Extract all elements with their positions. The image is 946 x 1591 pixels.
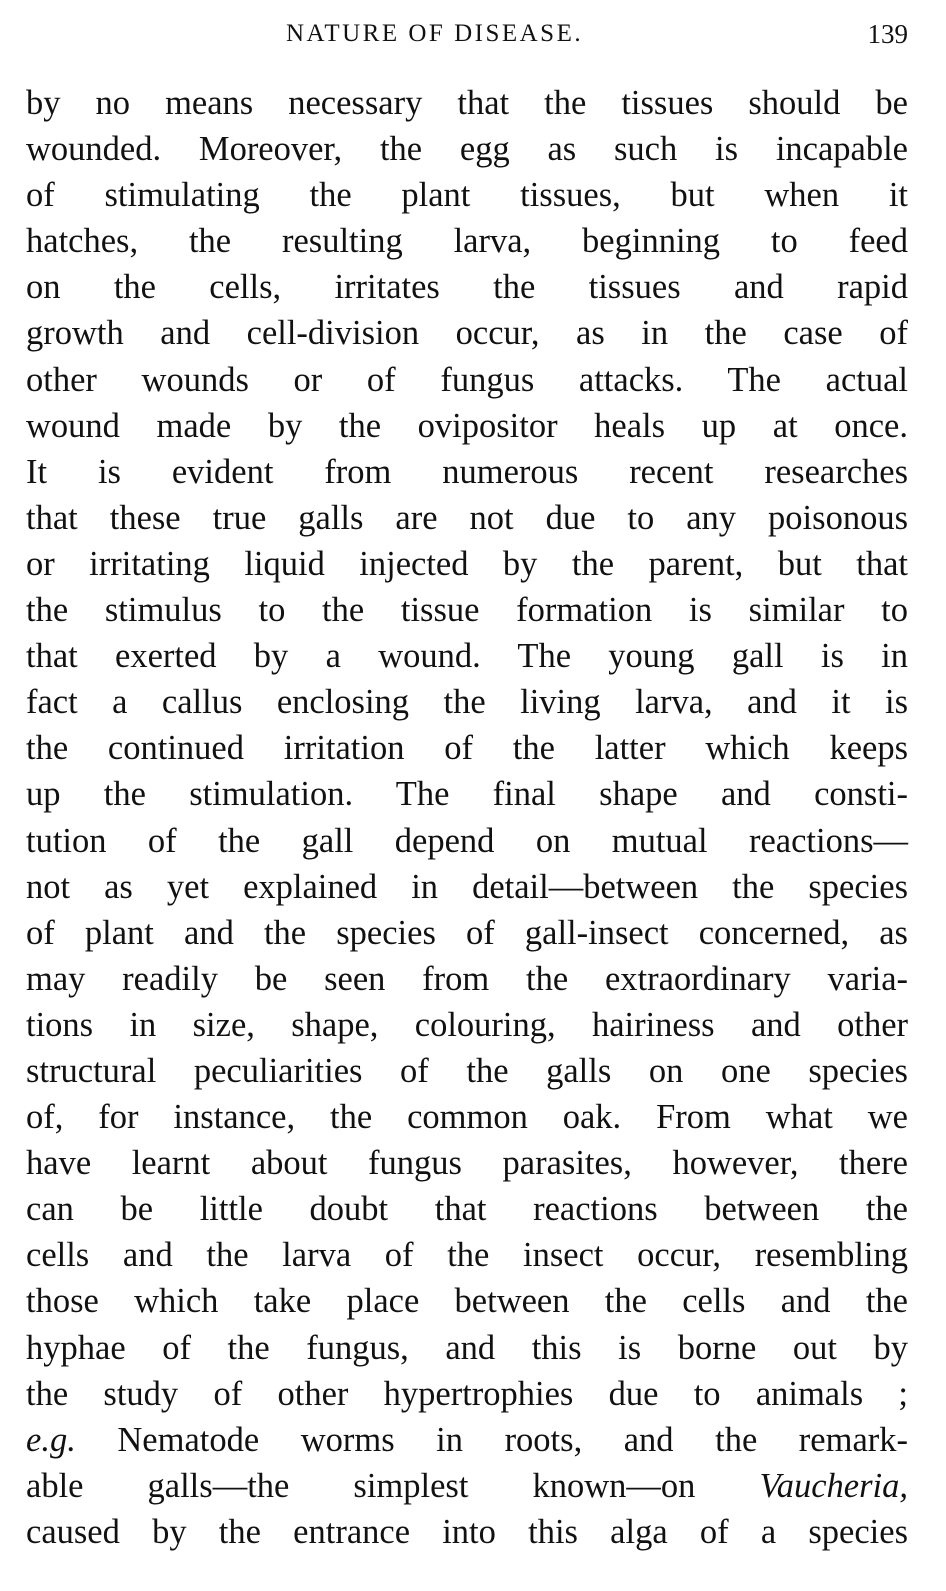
text-line: or irritating liquid injected by the parent, but that [26, 544, 908, 583]
text-line: wound made by the ovipositor heals up at once. [26, 406, 908, 445]
text-line: wounded. Moreover, the egg as such is incapable [26, 130, 908, 169]
text-line: by no means necessary that the tissues should be [26, 84, 908, 122]
text-line: It is evident from numerous recent researches [26, 452, 908, 491]
text-line-lead: able galls—the simplest known—on [26, 1466, 760, 1505]
page-number: 139 [867, 19, 908, 49]
running-head [0, 14, 946, 54]
text-line: those which take place between the cells and the [26, 1282, 908, 1321]
text-line: hatches, the resulting larva, beginning to feed [26, 222, 908, 261]
text-line: structural peculiarities of the galls on one species [26, 1051, 908, 1090]
text-line: tution of the gall depend on mutual reactions— [26, 821, 908, 860]
text-line: of plant and the species of gall-insect concerned, as [26, 913, 908, 952]
vaucheria-genus-name: Vaucheria, [759, 1466, 908, 1505]
text-line: of, for instance, the common oak. From what we [26, 1098, 908, 1137]
text-line: can be little doubt that reactions between the [26, 1190, 908, 1229]
text-line: on the cells, irritates the tissues and rapid [26, 268, 908, 307]
text-line [26, 1417, 908, 1463]
body-text [26, 80, 908, 1555]
text-line: the study of other hypertrophies due to animals ; [26, 1374, 908, 1413]
text-line: may readily be seen from the extraordinary varia- [26, 959, 908, 998]
eg-abbreviation: e.g. [26, 1420, 76, 1459]
text-line: hyphae of the fungus, and this is borne out by [26, 1328, 908, 1367]
text-line: up the stimulation. The final shape and consti- [26, 775, 908, 814]
text-line: that exerted by a wound. The young gall is in [26, 637, 908, 676]
text-line: of stimulating the plant tissues, but when it [26, 176, 908, 215]
running-title: NATURE OF DISEASE. [286, 20, 584, 47]
text-line: cells and the larva of the insect occur, resembling [26, 1236, 908, 1275]
text-line: that these true galls are not due to any poisonous [26, 498, 908, 537]
text-line: other wounds or of fungus attacks. The actual [26, 360, 908, 399]
text-line: caused by the entrance into this alga of a species [26, 1512, 908, 1551]
text-line: not as yet explained in detail—between the species [26, 867, 908, 906]
text-line [26, 1463, 908, 1509]
text-line: growth and cell-division occur, as in the case of [26, 314, 908, 353]
text-line-rest: Nematode worms in roots, and the remark- [75, 1420, 908, 1459]
text-line: the continued irritation of the latter which keeps [26, 729, 908, 768]
text-line: fact a callus enclosing the living larva, and it is [26, 683, 908, 722]
text-line: tions in size, shape, colouring, hairiness and other [26, 1005, 908, 1044]
text-line: the stimulus to the tissue formation is similar to [26, 591, 908, 630]
text-line: have learnt about fungus parasites, however, there [26, 1144, 908, 1183]
